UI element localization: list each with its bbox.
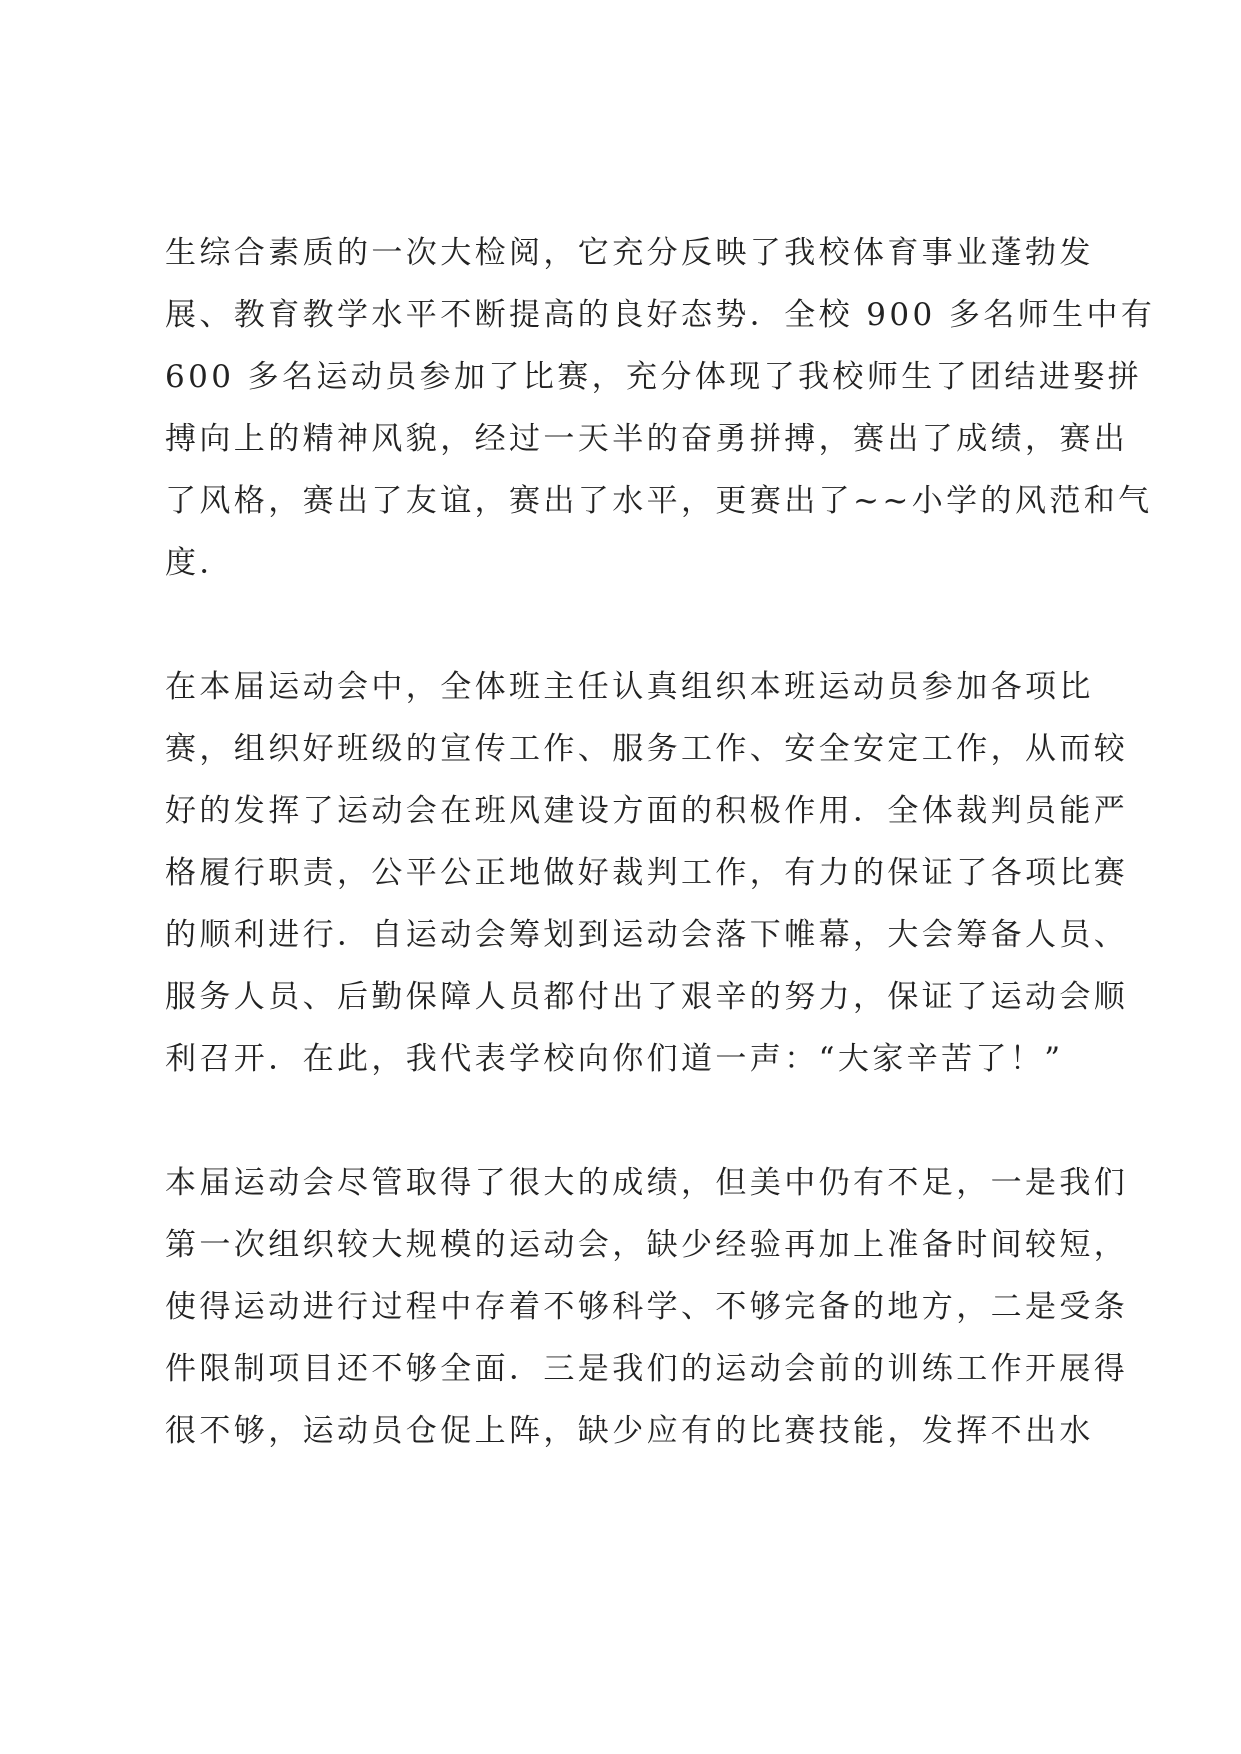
text-line: 在本届运动会中，全体班主任认真组织本班运动员参加各项比 [165,669,1094,705]
paragraph-spacer [165,594,1095,656]
text-line: 服务人员、后勤保障人员都付出了艰辛的努力，保证了运动会顺 [165,979,1129,1015]
text-line: 第一次组织较大规模的运动会，缺少经验再加上准备时间较短， [165,1227,1129,1263]
paragraph-spacer [165,1090,1095,1152]
text-line: 格履行职责，公平公正地做好裁判工作，有力的保证了各项比赛 [165,855,1129,891]
paragraph-2 [165,656,1129,1090]
text-line: 很不够，运动员仓促上阵，缺少应有的比赛技能，发挥不出水 [165,1413,1094,1449]
text-line: 利召开．在此，我代表学校向你们道一声：“大家辛苦了！” [165,1041,1064,1077]
text-line: 度． [165,545,234,581]
text-line: 的顺利进行．自运动会筹划到运动会落下帷幕，大会筹备人员、 [165,917,1129,953]
text-line: 赛，组织好班级的宣传工作、服务工作、安全安定工作，从而较 [165,731,1129,767]
text-line: 展、教育教学水平不断提高的良好态势．全校 900 多名师生中有 [165,297,1156,333]
paragraph-3 [165,1152,1129,1462]
text-line: 件限制项目还不够全面．三是我们的运动会前的训练工作开展得 [165,1351,1129,1387]
text-line: 了风格，赛出了友谊，赛出了水平，更赛出了~~小学的风范和气 [165,483,1153,519]
text-line: 搏向上的精神风貌，经过一天半的奋勇拼搏，赛出了成绩，赛出 [165,421,1129,457]
text-line: 生综合素质的一次大检阅，它充分反映了我校体育事业蓬勃发 [165,235,1094,271]
text-line: 600 多名运动员参加了比赛，充分体现了我校师生了团结进娶拼 [165,359,1143,395]
document-body [165,222,1156,1462]
text-line: 使得运动进行过程中存着不够科学、不够完备的地方，二是受条 [165,1289,1129,1325]
text-line: 好的发挥了运动会在班风建设方面的积极作用．全体裁判员能严 [165,793,1129,829]
text-line: 本届运动会尽管取得了很大的成绩，但美中仍有不足，一是我们 [165,1165,1129,1201]
paragraph-1 [165,222,1156,594]
